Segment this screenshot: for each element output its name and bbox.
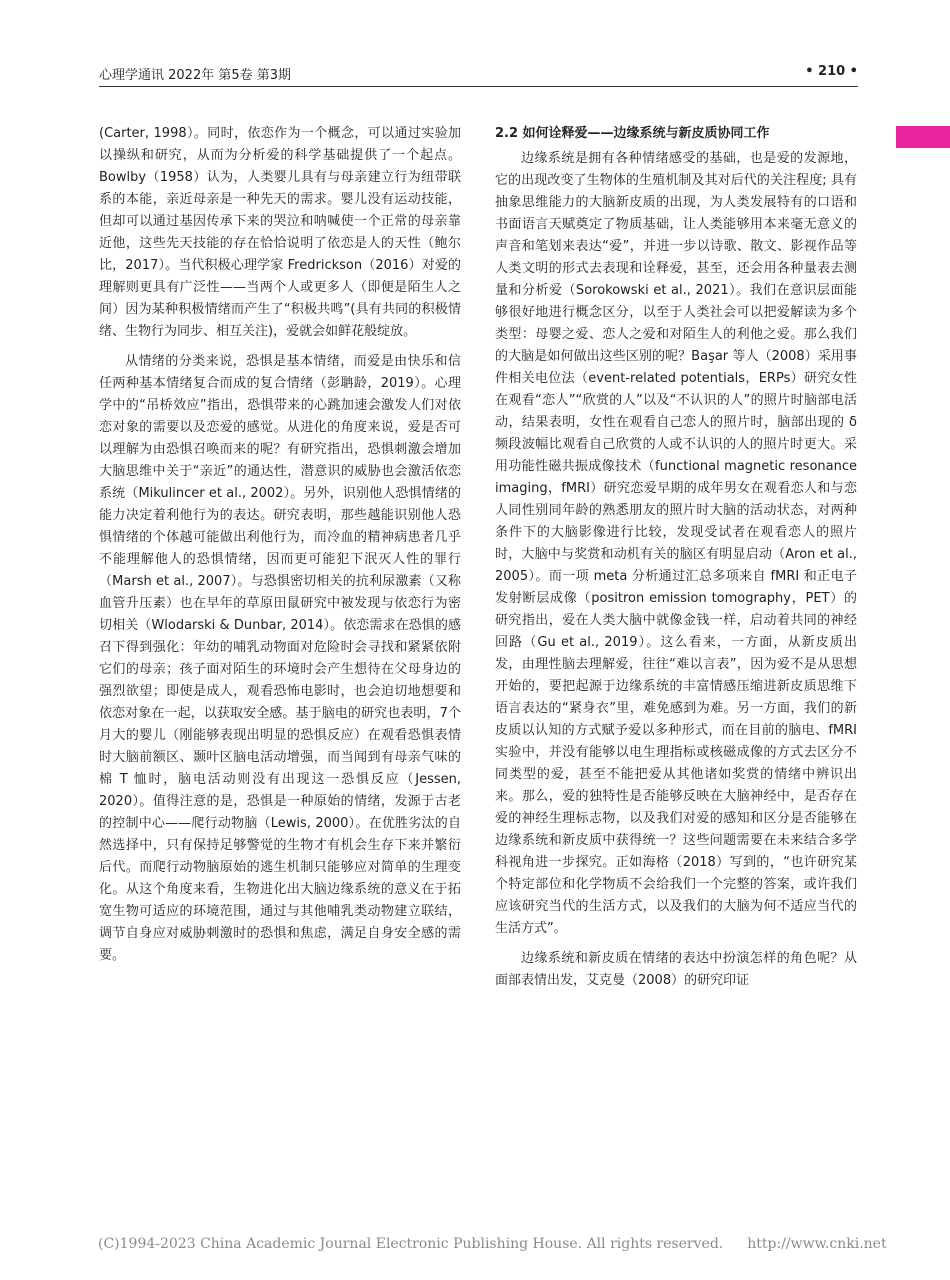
footer-url: http://www.cnki.net xyxy=(747,1236,887,1252)
left-column xyxy=(99,123,461,975)
paragraph-emotion-expression: 边缘系统和新皮质在情绪的表达中扮演怎样的角色呢？从面部表情出发，艾克曼（2008）的研究印证 xyxy=(495,951,857,988)
right-column xyxy=(495,123,857,1000)
paragraph-limbic-neocortex: 边缘系统是拥有各种情绪感受的基础，也是爱的发源地，它的出现改变了生物体的生殖机制及其对后代的关注程度; 具有抽象思维能力的大脑新皮质的出现，为人类发展特有的口语和书面语言天赋奠定了物质基础，让人类能够用本来毫无意义的声音和笔划来表达“爱”，并进一步以诗歌、散文、影视作品等人类文明的形式去表现和诠释爱，甚至，还会用各种量表去测量和分析爱（Sorokowski et al., 2021）。我们在意识层面能够很好地进行概念区分，以至于人类社会可以把爱解读为多个类型：母婴之爱、恋人之爱和对陌生人的利他之爱。那么我们的大脑是如何做出这些区别的呢？Başar 等人（2008）采用事件相关电位法（event-related potentials，ERPs）研究女性在观看“恋人”“欣赏的人”以及“不认识的人”的照片时脑部电活动，结果表明，女性在观看自己恋人的照片时，脑部出现的 δ 频段波幅比观看自己欣赏的人或不认识的人的照片时更大。采用功能性磁共振成像技术（functional magnetic resonance imaging，fMRI）研究恋爱早期的成年男女在观看恋人和与恋人同性别同年龄的熟悉朋友的照片时大脑的活动状态，对两种条件下的大脑影像进行比较，发现受试者在观看恋人的照片时，大脑中与奖赏和动机有关的脑区有明显启动（Aron et al., 2005）。而一项 meta 分析通过汇总多项来自 fMRI 和正电子发射断层成像（positron emission tomography，PET）的研究指出，爱在人类大脑中就像金钱一样，启动着共同的神经回路（Gu et al., 2019）。这么看来，一方面，从新皮质出发，由理性脑去理解爱，往往“难以言表”，因为爱不是从思想开始的，要把起源于边缘系统的丰富情感压缩进新皮质思维下语言表达的“紧身衣”里，难免感到为难。另一方面，我们的新皮质以认知的方式赋予爱以多种形式，而在目前的脑电、fMRI 实验中，并没有能够以电生理指标或核磁成像的方式去区分不同类型的爱，甚至不能把爱从其他诸如奖赏的情绪中辨识出来。那么，爱的独特性是否能够反映在大脑神经中，是否存在爱的神经生理标志物，以及我们对爱的感知和区分是否能够在边缘系统和新皮质中获得统一？这些问题需要在未来结合多学科视角进一步探究。正如海格（2018）写到的，“也许研究某个特定部位和化学物质不会给我们一个完整的答案，或许我们应该研究当代的生活方式，以及我们的大脑为何不适应当代的生活方式”。 xyxy=(495,151,857,936)
journal-title: 心理学通讯 2022年 第5卷 第3期 xyxy=(99,68,292,83)
paragraph-fear-and-love: 从情绪的分类来说，恐惧是基本情绪，而爱是由快乐和信任两种基本情绪复合而成的复合情绪（彭聃龄，2019）。心理学中的“吊桥效应”指出，恐惧带来的心跳加速会激发人们对依恋对象的需要以及恋爱的感觉。从进化的角度来说，爱是否可以理解为由恐惧召唤而来的呢？有研究指出，恐惧刺激会增加大脑思维中关于“亲近”的通达性，潜意识的威胁也会激活依恋系统（Mikulincer et al., 2002）。另外，识别他人恐惧情绪的能力决定着利他行为的表达。研究表明，那些越能识别他人恐惧情绪的个体越可能做出利他行为，而冷血的精神病患者几乎不能理解他人的恐惧情绪，因而更可能犯下泯灭人性的罪行（Marsh et al., 2007）。与恐惧密切相关的抗利尿激素（又称血管升压素）也在早年的草原田鼠研究中被发现与依恋行为密切相关（Wlodarski & Dunbar, 2014）。依恋需求在恐惧的感召下得到强化：年幼的哺乳动物面对危险时会寻找和紧紧依附它们的母亲；孩子面对陌生的环境时会产生想待在父母身边的强烈欲望；即使是成人，观看恐怖电影时，也会迫切地想要和依恋对象在一起，以获取安全感。基于脑电的研究也表明，7个月大的婴儿（刚能够表现出明显的恐惧反应）在观看恐惧表情时大脑前额区、颞叶区脑电活动增强，而当闻到有母亲气味的棉 T 恤时，脑电活动则没有出现这一恐惧反应（Jessen, 2020）。值得注意的是，恐惧是一种原始的情绪，发源于古老的控制中心——爬行动物脑（Lewis, 2000）。在优胜劣汰的自然选择中，只有保持足够警觉的生物才有机会生存下来并繁衍后代。而爬行动物脑原始的逃生机制只能够应对简单的生理变化。从这个角度来看，生物进化出大脑边缘系统的意义在于拓宽生物可适应的环境范围，通过与其他哺乳类动物建立联结，调节自身应对威胁刺激时的恐惧和焦虑，满足自身安全感的需要。 xyxy=(99,354,461,963)
paragraph-attachment: (Carter, 1998）。同时，依恋作为一个概念，可以通过实验加以操纵和研究，从而为分析爱的科学基础提供了一个起点。Bowlby（1958）认为，人类婴儿具有与母亲建立行为纽带联系的本能，亲近母亲是一种先天的需求。婴儿没有运动技能，但却可以通过基因传承下来的哭泣和呐喊使一个正常的母亲靠近他，这些先天技能的存在恰恰说明了依恋是人的天性（鲍尔比，2017）。当代积极心理学家 Fredrickson（2016）对爱的理解则更具有广泛性——当两个人或更多人（即便是陌生人之间）因为某种积极情绪而产生了“积极共鸣”(具有共同的积极情绪、生物行为同步、相互关注)，爱就会如鲜花般绽放。 xyxy=(99,126,461,339)
header-divider xyxy=(99,86,858,87)
section-heading: 2.2 如何诠释爱——边缘系统与新皮质协同工作 xyxy=(495,126,770,141)
footer xyxy=(98,1236,887,1252)
copyright-notice: (C)1994-2023 China Academic Journal Electronic Publishing House. All rights reserved. xyxy=(98,1236,724,1252)
page-number: • 210 • xyxy=(805,64,858,79)
section-marker-tab xyxy=(896,126,950,148)
